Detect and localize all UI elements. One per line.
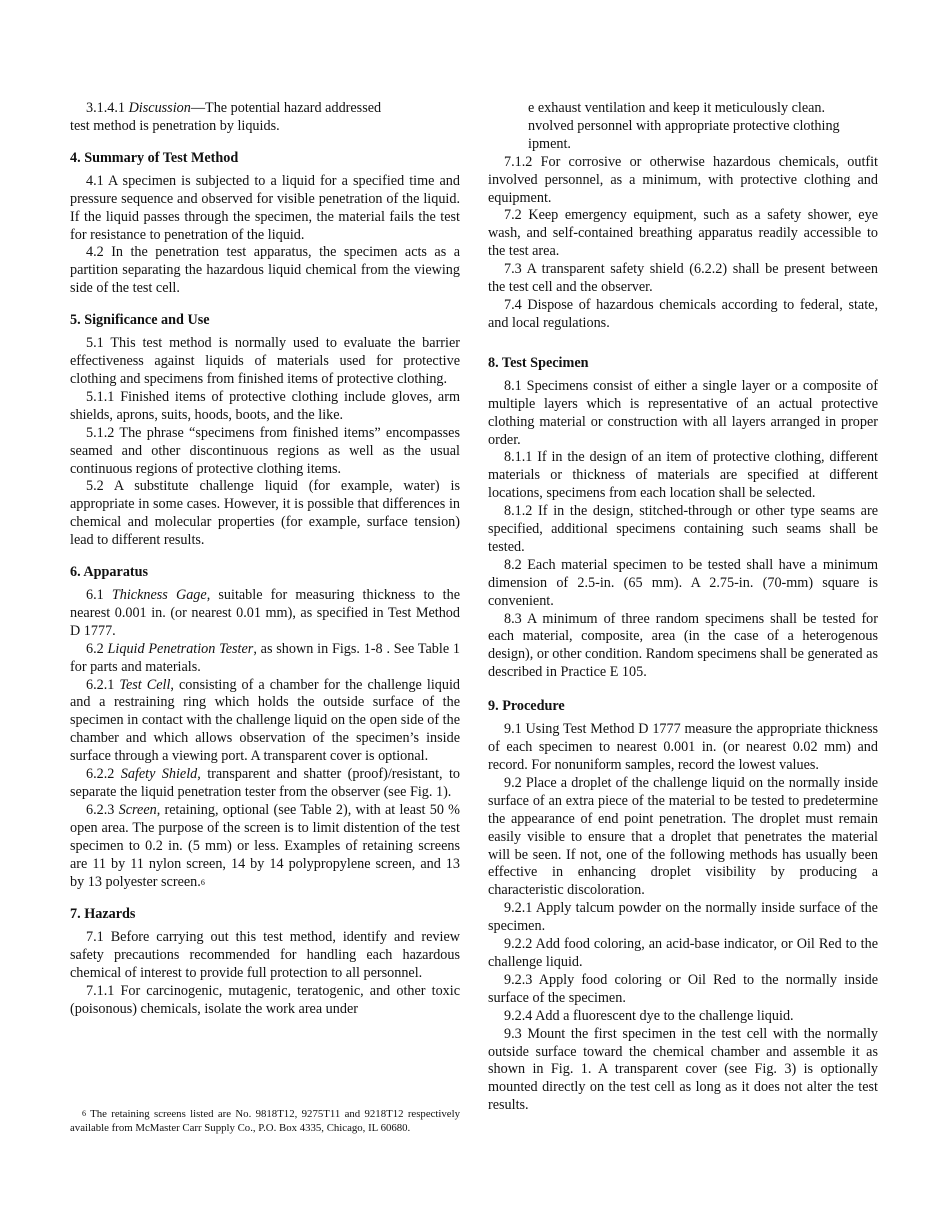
paragraph-6-2: 6.2 Liquid Penetration Tester, as shown in Figs. 1-8 . See Table 1 for parts and materials. (70, 640, 461, 675)
paragraph-8-1-1: 8.1.1 If in the design of an item of protective clothing, different materials or thickness of materials are specified at different locations, specimens from each location shall be selected. (488, 449, 878, 502)
paragraph-9-1: 9.1 Using Test Method D 1777 measure the appropriate thickness of each specimen to nearest 0.001 in. (or nearest 0.02 mm) and record. For nonuniform samples, record the lowest values. (488, 721, 878, 773)
paragraph-7-4: 7.4 Dispose of hazardous chemicals according to federal, state, and local regulations. (488, 296, 878, 331)
paragraph-9-2-1: 9.2.1 Apply talcum powder on the normally inside surface of the specimen. (488, 900, 878, 935)
paragraph-8-3: 8.3 A minimum of three random specimens shall be tested for each material, composite, area (in the case of a heterogenous design), or other condition. Random specimens shall be generated as described in Practice E 105. (488, 610, 878, 681)
paragraph-7-2: 7.2 Keep emergency equipment, such as a safety shower, eye wash, and self-contained breathing apparatus readily accessible to the test area. (488, 207, 878, 260)
paragraph-5-1-1: 5.1.1 Finished items of protective clothing include gloves, arm shields, aprons, suits, hoods, boots, and the like. (70, 388, 460, 423)
paragraph-5-2: 5.2 A substitute challenge liquid (for example, water) is appropriate in some cases. However, it is possible that differences in chemical and molecular properties (for example, surface tension) lead to different results. (70, 478, 460, 549)
paragraph-7-1-2: 7.1.2 For corrosive or otherwise hazardous chemicals, outfit involved personnel, as a minimum, with protective clothing and equipment. (488, 153, 878, 206)
heading-procedure: 9. Procedure (488, 698, 565, 715)
paragraph-5-1-2: 5.1.2 The phrase “specimens from finished items” encompasses seamed and other discontinuous regions as well as the usual continuous regions of protective clothing items. (70, 424, 460, 477)
paragraph-7-3: 7.3 A transparent safety shield (6.2.2) shall be present between the test cell and the observer. (488, 261, 878, 296)
paragraph-4-2: 4.2 In the penetration test apparatus, the specimen acts as a partition separating the hazardous liquid chemical from the viewing side of the test cell. (70, 244, 460, 297)
heading-hazards: 7. Hazards (70, 906, 136, 923)
paragraph-7-1-1-cont-2: nvolved personnel with appropriate protective clothing (528, 117, 840, 134)
footnote (70, 1108, 460, 1135)
paragraph-4-1: 4.1 A specimen is subjected to a liquid for a specified time and pressure sequence and observed for visible penetration of the liquid. If the liquid passes through the specimen, the material fails the test for resistance to penetration of the liquid. (70, 172, 460, 243)
paragraph-7-1-1: 7.1.1 For carcinogenic, mutagenic, teratogenic, and other toxic (poisonous) chemicals, isolate the work area under (70, 983, 460, 1018)
paragraph-9-2: 9.2 Place a droplet of the challenge liquid on the normally inside surface of an extra piece of the material to be tested to predetermine the appearance of end point penetration. The droplet must remain easily visible to ensure that a droplet that penetrates the material will be seen. If not, one of the following methods has usually been effective in enhancing droplet visibility by producing a characteristic discoloration. (488, 774, 878, 899)
heading-apparatus: 6. Apparatus (70, 564, 149, 581)
paragraph-7-1: 7.1 Before carrying out this test method, identify and review safety precautions recommended for handling each hazardous chemical of interest to provide full protection to all personnel. (70, 929, 460, 982)
paragraph-6-2-2: 6.2.2 Safety Shield, transparent and shatter (proof)/resistant, to separate the liquid penetration tester from the observer (see Fig. 1). (70, 766, 460, 800)
heading-significance: 5. Significance and Use (70, 312, 210, 329)
paragraph-6-2-3: 6.2.3 Screen, retaining, optional (see Table 2), with at least 50 % open area. The purpose of the screen is to limit distention of the test specimen to 0.2 in. (5 mm) or less. Examples of retaining screens are 11 by 11 nylon screen, 14 by 14 polypropylene screen, and 13 by 13 polyester screen.$^6$ (70, 801, 460, 890)
paragraph-9-2-2: 9.2.2 Add food coloring, an acid-base indicator, or Oil Red to the challenge liquid. (488, 936, 878, 970)
paragraph-9-2-4: 9.2.4 Add a fluorescent dye to the challenge liquid. (504, 1007, 794, 1024)
left-column (70, 100, 460, 1019)
paragraph-6-1: 6.1 Thickness Gage, suitable for measuring thickness to the nearest 0.001 in. (or nearest 0.01 mm), as specified in Test Method D 1777. (70, 587, 460, 639)
paragraph-9-3: 9.3 Mount the first specimen in the test cell with the normally outside surface toward the chemical chamber and assemble it as shown in Fig. 1. A transparent cover (see Fig. 3) is optionally mounted directly on the test cell as long as it does not alter the test results. (488, 1025, 878, 1114)
heading-test-specimen: 8. Test Specimen (488, 354, 589, 371)
paragraph-5-1: 5.1 This test method is normally used to evaluate the barrier effectiveness against liquids of materials used for protective clothing and specimens from finished items of protective clothing. (70, 335, 460, 387)
footnote-marker: 6 (82, 1109, 86, 1118)
footnote-text: The retaining screens listed are No. 9818T12, 9275T11 and 9218T12 respectively available from McMaster Carr Supply Co., P.O. Box 4335, Chicago, IL 60680. (70, 1108, 460, 1134)
paragraph-8-2: 8.2 Each material specimen to be tested shall have a minimum dimension of 2.5-in. (65 mm). A 2.75-in. (70-mm) square is convenient. (488, 556, 878, 609)
heading-summary: 4. Summary of Test Method (70, 149, 239, 166)
paragraph-6-2-1: 6.2.1 Test Cell, consisting of a chamber for the challenge liquid and a restraining ring which holds the outside surface of the specimen in contact with the challenge liquid on the open side of the chamber and which allows observation of the specimen’s inside surface through a viewing port. A transparent cover is optional. (70, 676, 460, 765)
paragraph-7-1-1-cont-1: e exhaust ventilation and keep it meticulously clean. (528, 100, 826, 116)
paragraph-9-2-3: 9.2.3 Apply food coloring or Oil Red to the normally inside surface of the specimen. (488, 971, 878, 1006)
paragraph-8-1: 8.1 Specimens consist of either a single layer or a composite of multiple layers which is representative of an actual protective clothing material or construction with all layers arranged in proper order. (488, 377, 878, 448)
paragraph-3-1-4-1: 3.1.4.1 Discussion—The potential hazard addressed (86, 100, 382, 116)
paragraph-7-1-1-cont-3: ipment. (528, 135, 571, 152)
paragraph-3-1-4-1-cont: test method is penetration by liquids. (70, 117, 280, 134)
footnote-ref[interactable]: 6 (200, 877, 205, 887)
right-column (488, 100, 878, 1115)
term-discussion: Discussion (128, 100, 191, 116)
paragraph-8-1-2: 8.1.2 If in the design, stitched-through or other type seams are specified, additional specimens containing such seams shall be tested. (488, 503, 878, 555)
